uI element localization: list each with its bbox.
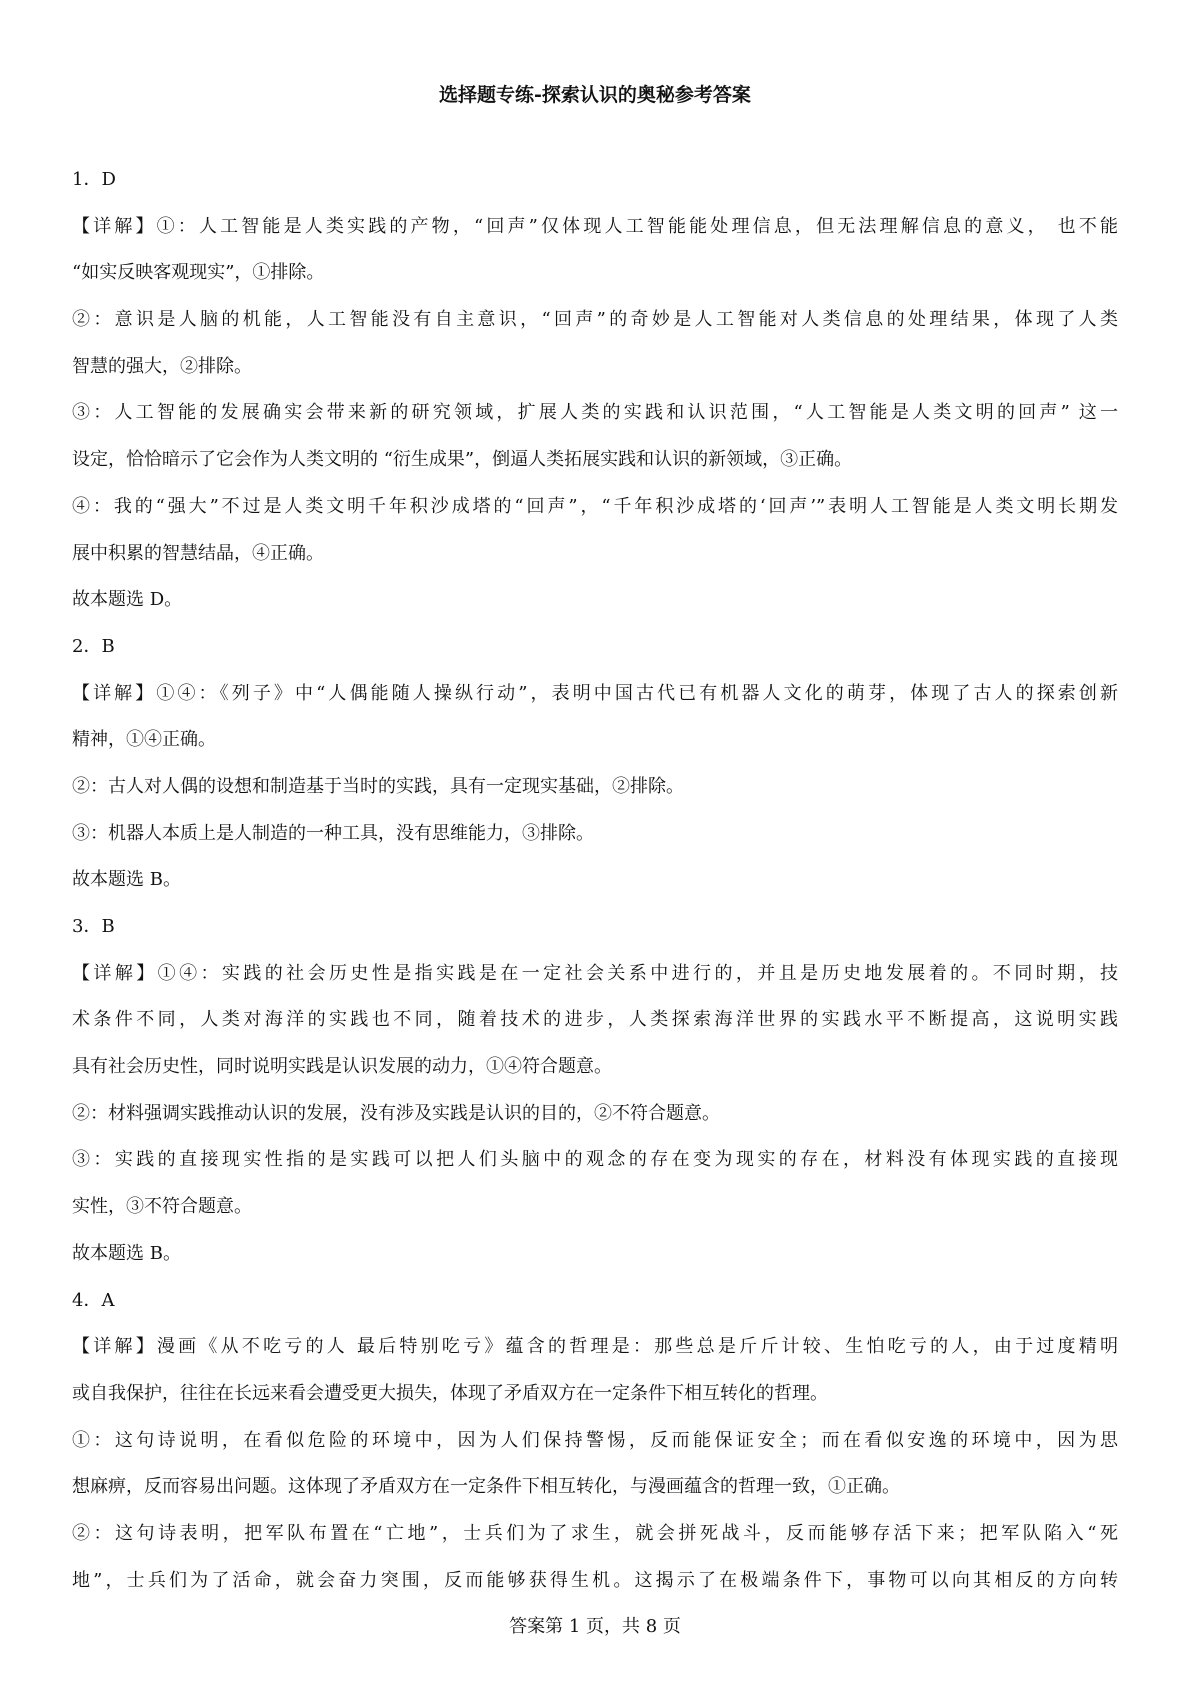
- text-line: 想麻痹，反而容易出问题。这体现了矛盾双方在一定条件下相互转化，与漫画蕴含的哲理一致，①正确。: [72, 1476, 900, 1498]
- text-line: 1．D: [72, 169, 116, 190]
- text-line: 精神，①④正确。: [72, 729, 216, 751]
- text-line: 4．A: [72, 1289, 115, 1311]
- text-line: 故本题选 D。: [72, 589, 183, 611]
- text-line: 【详解】①④：实践的社会历史性是指实践是在一定社会关系中进行的，并且是历史地发展着的。不同时期，技: [72, 962, 1118, 984]
- text-line: ①：这句诗说明，在看似危险的环境中，因为人们保持警惕，反而能保证安全；而在看似安逸的环境中，因为思: [72, 1429, 1118, 1451]
- text-line: 3．B: [72, 916, 115, 937]
- text-line: 具有社会历史性，同时说明实践是认识发展的动力，①④符合题意。: [72, 1056, 612, 1078]
- page-title: 选择题专练-探索认识的奥秘参考答案: [439, 84, 751, 106]
- text-line: 实性，③不符合题意。: [72, 1196, 252, 1218]
- text-line: 或自我保护，往往在长远来看会遭受更大损失，体现了矛盾双方在一定条件下相互转化的哲理。: [72, 1382, 828, 1404]
- text-line: 【详解】①④：《列子》中“人偶能随人操纵行动”，表明中国古代已有机器人文化的萌芽，体现了古人的探索创新: [72, 682, 1118, 704]
- text-line: 故本题选 B。: [72, 1242, 181, 1264]
- text-line: 设定，恰恰暗示了它会作为人类文明的 “衍生成果”，倒逼人类拓展实践和认识的新领域，③正确。: [72, 449, 853, 471]
- text-line: 展中积累的智慧结晶，④正确。: [72, 542, 324, 564]
- text-line: ③：机器人本质上是人制造的一种工具，没有思维能力，③排除。: [72, 822, 594, 844]
- text-line: 智慧的强大，②排除。: [72, 355, 252, 377]
- text-line: 术条件不同，人类对海洋的实践也不同，随着技术的进步，人类探索海洋世界的实践水平不断提高，这说明实践: [72, 1009, 1118, 1031]
- text-line: 2．B: [72, 635, 115, 657]
- text-line: 【详解】①：人工智能是人类实践的产物，“回声”仅体现人工智能能处理信息，但无法理解信息的意义， 也不能: [72, 215, 1118, 237]
- text-line: ③：实践的直接现实性指的是实践可以把人们头脑中的观念的存在变为现实的存在，材料没有体现实践的直接现: [72, 1149, 1118, 1171]
- text-line: ④：我的“强大”不过是人类文明千年积沙成塔的“回声”，“千年积沙成塔的‘回声’”表明人工智能是人类文明长期发: [72, 495, 1118, 517]
- text-line: 故本题选 B。: [72, 869, 181, 891]
- text-line: “如实反映客观现实”，①排除。: [72, 262, 325, 284]
- text-line: ②：古人对人偶的设想和制造基于当时的实践，具有一定现实基础，②排除。: [72, 775, 684, 797]
- text-line: ③：人工智能的发展确实会带来新的研究领域，扩展人类的实践和认识范围，“人工智能是人类文明的回声” 这一: [72, 402, 1118, 424]
- text-line: ②：这句诗表明，把军队布置在“亡地”，士兵们为了求生，就会拼死战斗，反而能够存活下来；把军队陷入“死: [72, 1522, 1118, 1544]
- text-line: ②：材料强调实践推动认识的发展，没有涉及实践是认识的目的，②不符合题意。: [72, 1102, 720, 1124]
- answer-content: [72, 157, 1118, 1604]
- text-line: 地”，士兵们为了活命，就会奋力突围，反而能够获得生机。这揭示了在极端条件下，事物可以向其相反的方向转: [72, 1569, 1118, 1591]
- page-footer: 答案第 1 页，共 8 页: [509, 1616, 681, 1637]
- text-line: 【详解】漫画《从不吃亏的人 最后特别吃亏》蕴含的哲理是：那些总是斤斤计较、生怕吃亏的人，由于过度精明: [72, 1336, 1118, 1358]
- text-line: ②：意识是人脑的机能，人工智能没有自主意识，“回声”的奇妙是人工智能对人类信息的处理结果，体现了人类: [72, 309, 1118, 331]
